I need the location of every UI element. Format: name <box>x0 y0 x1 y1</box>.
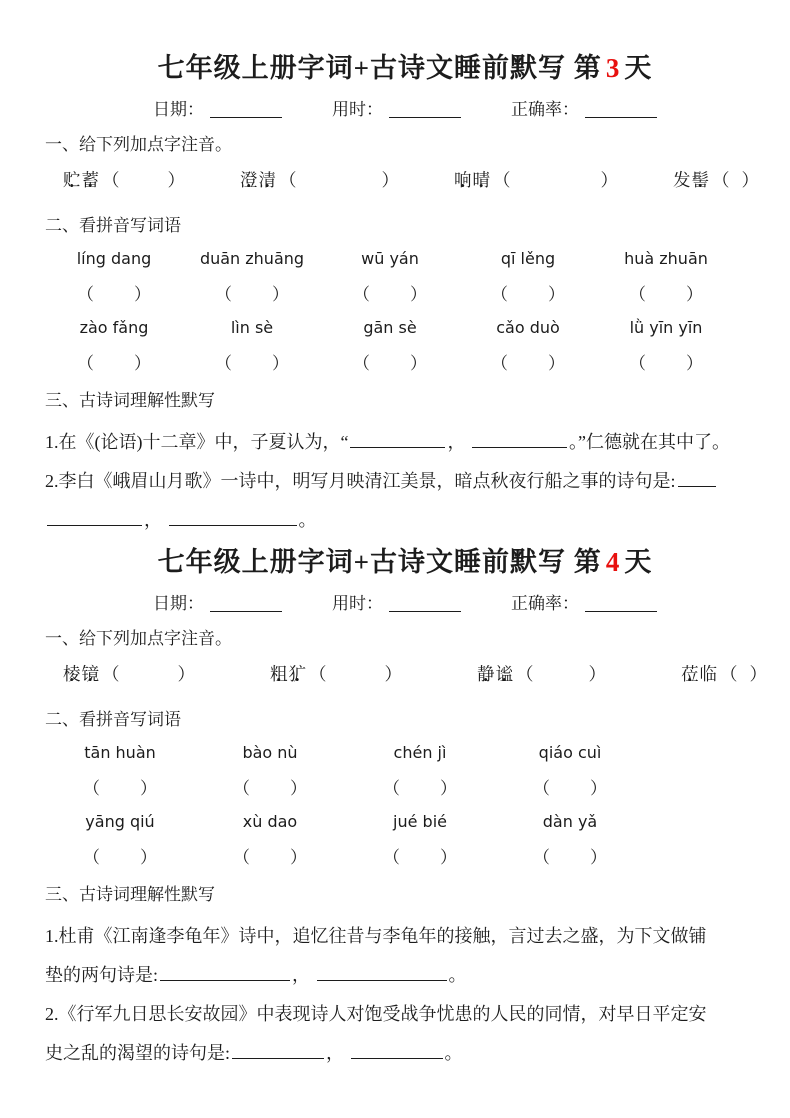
question-text: 。 <box>448 965 467 985</box>
question-text: 2.李白《峨眉山月歌》一诗中，明写月映清江美景，暗点秋夜行船之事的诗句是: <box>45 471 676 491</box>
time-label: 用时： <box>332 100 383 119</box>
accuracy-label: 正确率： <box>511 594 579 613</box>
answer-paren <box>45 283 183 307</box>
open-paren: （ <box>102 170 120 190</box>
answer-blank <box>317 963 447 981</box>
date-label: 日期： <box>153 594 204 613</box>
open-paren: （ <box>629 354 646 373</box>
pinyin-word: líng dang <box>76 249 152 268</box>
worksheet-title <box>45 46 765 85</box>
answer-paren <box>195 777 345 801</box>
question-line <box>45 917 765 956</box>
answer-blank <box>350 430 445 448</box>
pinyin-word: gān sè <box>363 318 417 337</box>
meta-row <box>45 95 765 120</box>
time-label: 用时： <box>332 594 383 613</box>
accuracy-field <box>511 589 657 614</box>
answer-blank <box>232 1041 324 1059</box>
open-paren: （ <box>353 354 370 373</box>
close-paren: ） <box>140 848 157 867</box>
open-paren: （ <box>353 285 370 304</box>
question-text: 史之乱的渴望的诗句是: <box>45 1043 230 1063</box>
title-prefix: 七年级上册字词+古诗文睡前默写 第 <box>157 547 602 577</box>
accuracy-blank <box>585 595 657 612</box>
close-paren: ） <box>590 779 607 798</box>
close-paren: ） <box>272 285 289 304</box>
pinyin-word: cǎo duò <box>496 318 560 337</box>
pinyin-row <box>45 811 645 833</box>
zhuyin-item <box>454 167 618 192</box>
dotted-char: 棱 <box>63 664 82 684</box>
dotted-char: 晴 <box>472 170 491 190</box>
time-field <box>332 589 461 614</box>
dotted-char: 犷 <box>288 664 307 684</box>
zhuyin-row <box>63 167 765 203</box>
answer-paren-row <box>45 352 735 376</box>
answer-paren <box>321 352 459 376</box>
open-paren: （ <box>491 285 508 304</box>
answer-paren <box>183 352 321 376</box>
date-label: 日期： <box>153 100 204 119</box>
answer-blank <box>47 508 142 526</box>
zhuyin-row <box>63 661 765 697</box>
pinyin-word: bào nù <box>242 743 298 762</box>
section-heading-dictation: 三、古诗词理解性默写 <box>45 885 215 904</box>
answer-paren <box>597 352 735 376</box>
pinyin-word: chén jì <box>393 743 447 762</box>
open-paren: （ <box>77 285 94 304</box>
close-paren: ） <box>686 354 703 373</box>
close-paren: ） <box>384 664 402 684</box>
pinyin-word: wū yán <box>361 249 419 268</box>
time-field <box>332 95 461 120</box>
open-paren: （ <box>383 848 400 867</box>
question-line <box>45 956 765 995</box>
pinyin-word: zào fǎng <box>79 318 149 337</box>
dotted-char: 发 <box>673 170 692 190</box>
accuracy-field <box>511 95 657 120</box>
question-text: 垫的两句诗是: <box>45 965 159 985</box>
question-line <box>45 462 765 501</box>
dotted-char: 澄 <box>240 170 259 190</box>
open-paren: （ <box>629 285 646 304</box>
zhuyin-item <box>63 167 185 192</box>
zhuyin-item <box>681 661 767 686</box>
accuracy-blank <box>585 101 657 118</box>
accuracy-label: 正确率： <box>511 100 579 119</box>
zhuyin-item <box>63 661 195 686</box>
pinyin-row <box>45 742 645 764</box>
worksheet-title <box>45 540 765 579</box>
question-line <box>45 1034 765 1073</box>
open-paren: （ <box>279 170 297 190</box>
open-paren: （ <box>102 664 120 684</box>
date-field <box>153 95 282 120</box>
answer-paren <box>183 283 321 307</box>
pinyin-word: qī lěng <box>500 249 556 268</box>
close-paren: ） <box>134 354 151 373</box>
dotted-char: 清 <box>258 170 277 190</box>
meta-row <box>45 589 765 614</box>
answer-paren <box>45 777 195 801</box>
pinyin-block <box>45 248 735 376</box>
open-paren: （ <box>215 285 232 304</box>
question-text: ， <box>326 1043 349 1063</box>
question-line <box>45 501 765 540</box>
close-paren: ） <box>588 664 606 684</box>
section-heading-zhuyin: 一、给下列加点字注音。 <box>45 629 232 648</box>
close-paren: ） <box>590 848 607 867</box>
open-paren: （ <box>83 848 100 867</box>
dotted-char: 髻 <box>691 170 710 190</box>
dotted-char: 蓄 <box>81 170 100 190</box>
close-paren: ） <box>381 170 399 190</box>
dotted-word <box>270 664 307 684</box>
pinyin-word: yāng qiú <box>85 812 155 831</box>
dotted-word <box>681 664 718 684</box>
answer-paren <box>495 846 645 870</box>
open-paren: （ <box>383 779 400 798</box>
open-paren: （ <box>491 354 508 373</box>
answer-blank <box>678 469 716 487</box>
title-prefix: 七年级上册字词+古诗文睡前默写 第 <box>157 53 602 83</box>
close-paren: ） <box>290 779 307 798</box>
open-paren: （ <box>720 664 738 684</box>
close-paren: ） <box>177 664 195 684</box>
dotted-word <box>63 664 100 684</box>
answer-paren <box>45 352 183 376</box>
pinyin-block <box>45 742 645 870</box>
question-text: 。 <box>298 510 317 530</box>
question-text: 。 <box>444 1043 463 1063</box>
answer-paren <box>459 283 597 307</box>
question-text: 1.在《(论语)十二章》中，子夏认为，“ <box>45 432 349 452</box>
answer-paren <box>345 846 495 870</box>
question-line <box>45 423 765 462</box>
dotted-char: 静 <box>477 664 496 684</box>
question-text: ， <box>292 965 315 985</box>
pinyin-word: lìn sè <box>230 318 274 337</box>
close-paren: ） <box>600 170 618 190</box>
title-suffix: 天 <box>624 53 653 83</box>
time-blank <box>389 595 461 612</box>
pinyin-row <box>45 317 735 339</box>
close-paren: ） <box>741 170 759 190</box>
pinyin-word: xù dao <box>242 812 298 831</box>
close-paren: ） <box>272 354 289 373</box>
dotted-char: 谧 <box>495 664 514 684</box>
answer-blank <box>472 430 567 448</box>
dotted-char: 粗 <box>270 664 289 684</box>
section-heading-dictation: 三、古诗词理解性默写 <box>45 391 215 410</box>
dotted-char: 贮 <box>63 170 82 190</box>
dotted-char: 镜 <box>81 664 100 684</box>
close-paren: ） <box>290 848 307 867</box>
title-suffix: 天 <box>624 547 653 577</box>
close-paren: ） <box>548 354 565 373</box>
dotted-word <box>454 170 491 190</box>
close-paren: ） <box>440 779 457 798</box>
questions <box>45 423 765 540</box>
dotted-char: 临 <box>699 664 718 684</box>
question-text: ， <box>144 510 167 530</box>
section-heading-pinyin: 二、看拼音写词语 <box>45 710 181 729</box>
answer-paren-row <box>45 283 735 307</box>
answer-paren <box>345 777 495 801</box>
close-paren: ） <box>440 848 457 867</box>
day-number: 3 <box>605 53 621 83</box>
open-paren: （ <box>233 848 250 867</box>
worksheet-day-4 <box>45 540 765 1073</box>
open-paren: （ <box>309 664 327 684</box>
worksheet-day-3 <box>45 46 765 540</box>
pinyin-word: lǜ yīn yīn <box>629 318 703 337</box>
zhuyin-item <box>270 661 402 686</box>
answer-paren-row <box>45 846 645 870</box>
section-heading-pinyin: 二、看拼音写词语 <box>45 216 181 235</box>
dotted-char: 响 <box>454 170 473 190</box>
question-text: 1.杜甫《江南逢李龟年》诗中，追忆往昔与李龟年的接触，言过去之盛，为下文做铺 <box>45 926 707 946</box>
date-blank <box>210 101 282 118</box>
close-paren: ） <box>140 779 157 798</box>
open-paren: （ <box>77 354 94 373</box>
pinyin-row <box>45 248 735 270</box>
zhuyin-item <box>477 661 606 686</box>
dotted-word <box>240 170 277 190</box>
answer-paren <box>597 283 735 307</box>
answer-paren-row <box>45 777 645 801</box>
pinyin-word: jué bié <box>393 812 447 831</box>
close-paren: ） <box>548 285 565 304</box>
dotted-word <box>63 170 100 190</box>
close-paren: ） <box>686 285 703 304</box>
answer-blank <box>351 1041 443 1059</box>
dotted-word <box>673 170 710 190</box>
close-paren: ） <box>134 285 151 304</box>
questions <box>45 917 765 1073</box>
open-paren: （ <box>533 779 550 798</box>
question-text: 。”仁德就在其中了。 <box>568 432 730 452</box>
question-line <box>45 995 765 1034</box>
day-number: 4 <box>605 547 621 577</box>
question-text: 2.《行军九日思长安故园》中表现诗人对饱受战争忧患的人民的同情，对早日平定安 <box>45 1004 707 1024</box>
answer-paren <box>45 846 195 870</box>
date-blank <box>210 595 282 612</box>
pinyin-word: duān zhuāng <box>199 249 305 268</box>
pinyin-word: qiáo cuì <box>538 743 602 762</box>
open-paren: （ <box>712 170 730 190</box>
pinyin-word: dàn yǎ <box>542 812 598 831</box>
dotted-char: 莅 <box>681 664 700 684</box>
answer-paren <box>321 283 459 307</box>
open-paren: （ <box>533 848 550 867</box>
answer-blank <box>160 963 290 981</box>
answer-paren <box>495 777 645 801</box>
time-blank <box>389 101 461 118</box>
open-paren: （ <box>493 170 511 190</box>
close-paren: ） <box>749 664 767 684</box>
answer-blank <box>169 508 297 526</box>
date-field <box>153 589 282 614</box>
pinyin-word: huà zhuān <box>624 249 708 268</box>
pinyin-word: tān huàn <box>84 743 156 762</box>
answer-paren <box>195 846 345 870</box>
zhuyin-item <box>240 167 399 192</box>
close-paren: ） <box>410 354 427 373</box>
close-paren: ） <box>410 285 427 304</box>
close-paren: ） <box>167 170 185 190</box>
open-paren: （ <box>233 779 250 798</box>
section-heading-zhuyin: 一、给下列加点字注音。 <box>45 135 232 154</box>
question-text: ， <box>447 432 470 452</box>
open-paren: （ <box>516 664 534 684</box>
open-paren: （ <box>83 779 100 798</box>
zhuyin-item <box>673 167 759 192</box>
answer-paren <box>459 352 597 376</box>
open-paren: （ <box>215 354 232 373</box>
dotted-word <box>477 664 514 684</box>
